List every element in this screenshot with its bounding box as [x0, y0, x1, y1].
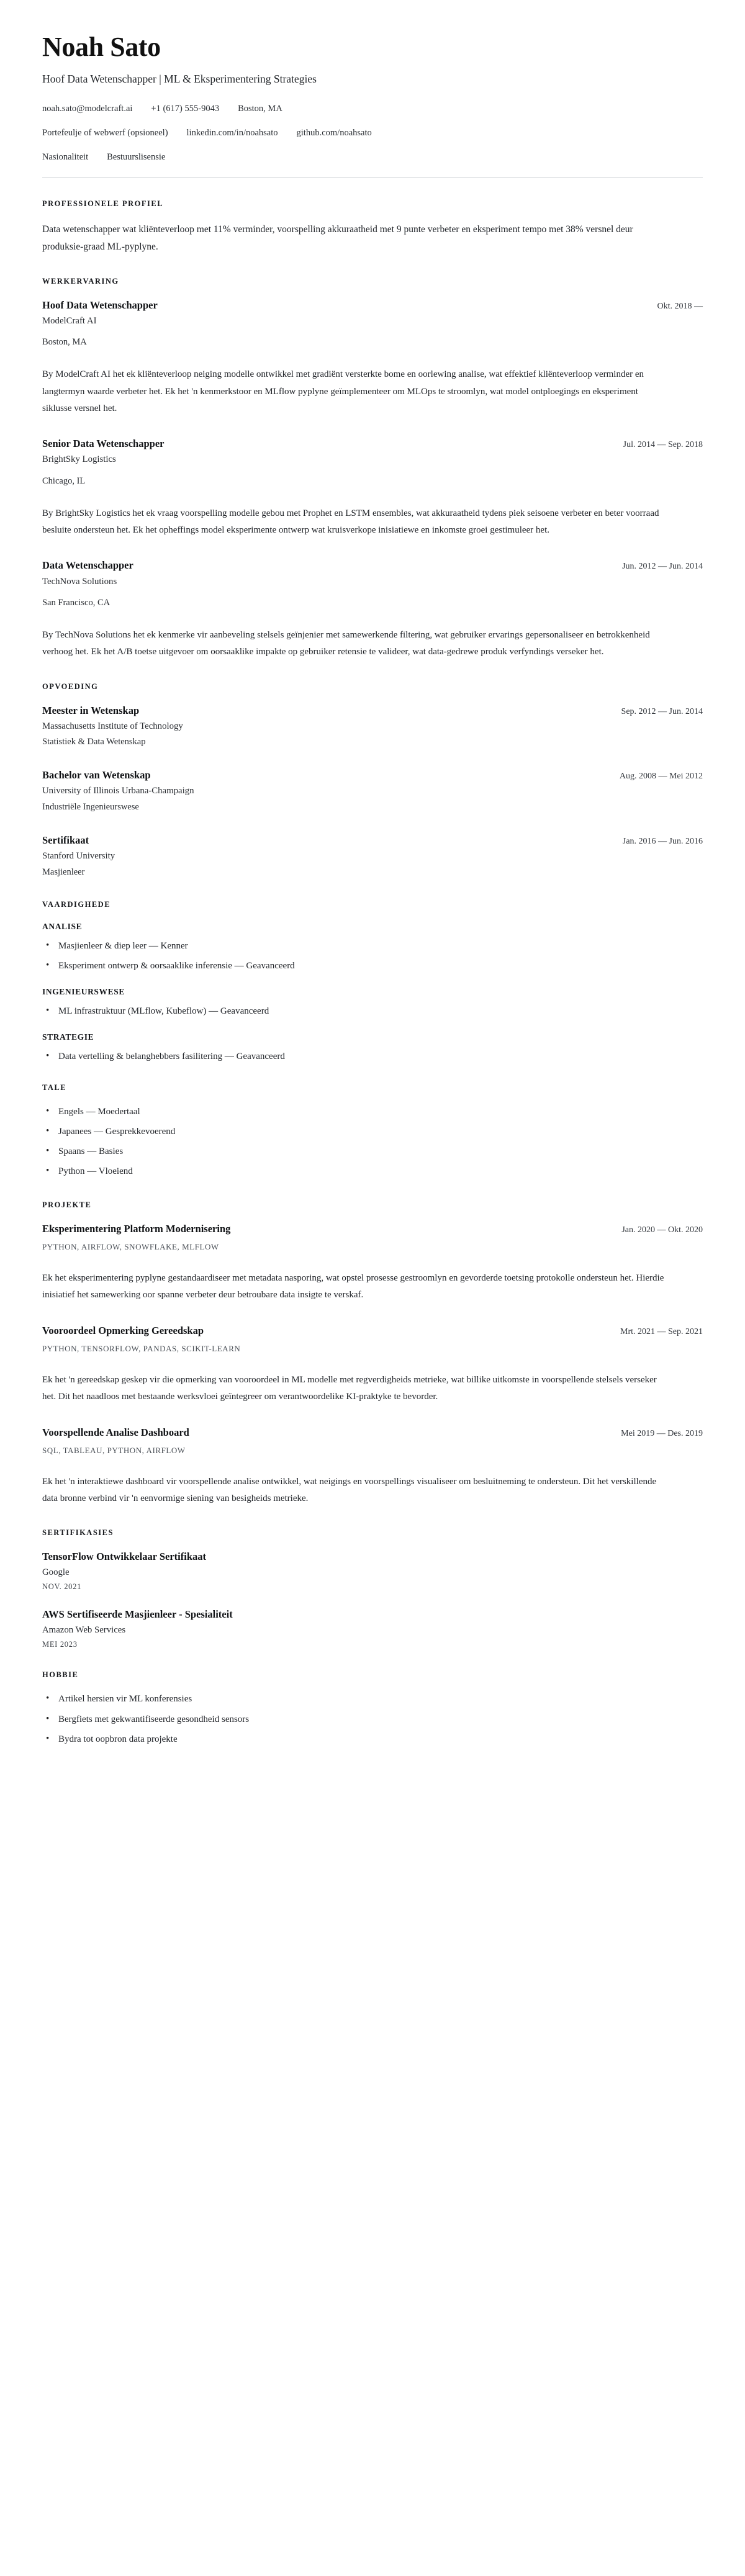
experience-entry-head: [42, 299, 703, 312]
job-date-range: Okt. 2018 —: [657, 301, 703, 311]
candidate-headline: Hoof Data Wetenschapper | ML & Eksperimentering Strategies: [42, 72, 317, 85]
project-entry-head: [42, 1426, 703, 1439]
project-entry-head: [42, 1222, 703, 1236]
education-date-range: Aug. 2008 — Mei 2012: [619, 772, 703, 781]
project-entry-head: [42, 1324, 703, 1338]
education-degree: Bachelor van Wetenskap: [42, 769, 151, 781]
project-date-range: Mrt. 2021 — Sep. 2021: [620, 1326, 703, 1336]
skill-item: • Masjienleer & diep leer — Kenner: [58, 939, 703, 953]
section-title-languages: TALE: [42, 1083, 67, 1092]
job-description: By ModelCraft AI het ek kliënteverloop neiging modelle ontwikkel met gradiënt versterkte bome en oorlewing analise, wat effektief kliënteverloop verminder en langtermyn waarde verbeter het. Ek het 'n kenmerkstoor en MLflow pyplyne geïmplementeer om MLOps te stroomlyn, wat model ontploegings en eksperiment siklusse versnel het.: [42, 369, 644, 413]
education-entry: [42, 704, 703, 749]
project-tech-stack: PYTHON, TENSORFLOW, PANDAS, SCIKIT-LEARN: [42, 1343, 241, 1353]
section-education: [42, 682, 703, 879]
education-entry-head: [42, 768, 703, 782]
education-field: Industriële Ingenieurswese: [42, 801, 139, 812]
education-degree: Meester in Wetenskap: [42, 704, 140, 716]
certification-entry: [42, 1550, 703, 1592]
section-title-skills: VAARDIGHEDE: [42, 899, 111, 909]
certification-title: AWS Sertifiseerde Masjienleer - Spesialiteit: [42, 1608, 233, 1621]
education-date-range: Jan. 2016 — Jun. 2016: [622, 836, 703, 846]
profile-summary-text: Data wetenschapper wat kliënteverloop met 11% verminder, voorspelling akkuraatheid met 9 punte verbeter en eksperiment tempo met 38% versnel deur produksie-graad ML-pyplyne.: [42, 224, 633, 252]
language-item: • Python — Vloeiend: [58, 1164, 703, 1179]
hobby-list: [42, 1692, 703, 1747]
education-entry-head: [42, 704, 703, 718]
contact-location: Boston, MA: [238, 104, 282, 114]
job-description: By TechNova Solutions het ek kenmerke vir aanbeveling stelsels geïnjenier met samewerkende filtering, wat gebruiker ervarings gepersonaliseer en betrokkenheid verhoog het. Ek het A/B toetse uitgevoer om oorsaaklike impakte op gebruiker retensie te valideer, wat data-gedrewe produk verfyndings verseker het.: [42, 630, 650, 657]
education-field: Statistiek & Data Wetenskap: [42, 737, 146, 747]
contact-row-extra: [42, 151, 703, 164]
skill-group: [42, 922, 703, 974]
section-title-certifications: SERTIFIKASIES: [42, 1528, 114, 1538]
hobby-item: • Bergfiets met gekwantifiseerde gesondheid sensors: [58, 1713, 703, 1727]
skill-item: • Data vertelling & belanghebbers fasilitering — Geavanceerd: [58, 1050, 703, 1064]
experience-entry-head: [42, 559, 703, 572]
project-title: Eksperimentering Platform Modernisering: [42, 1222, 231, 1235]
contact-nationality: Nasionaliteit: [42, 151, 89, 162]
skill-group-title: STRATEGIE: [42, 1032, 94, 1042]
job-title: Senior Data Wetenschapper: [42, 438, 165, 450]
contact-row-links: [42, 127, 703, 140]
language-item: • Japanees — Gesprekkevoerend: [58, 1125, 703, 1139]
language-item: • Spaans — Basies: [58, 1145, 703, 1159]
project-description: Ek het eksperimentering pyplyne gestandaardiseer met metadata nasporing, wat opstel prosesse gestroomlyn en gevorderde toetsing protokolle ondersteun het. Hierdie inisiatief het samewerking oor spanne verbeter deur betroubare data insigte te verskaf.: [42, 1272, 664, 1300]
education-entry-head: [42, 834, 703, 847]
education-school: Stanford University: [42, 851, 115, 862]
skill-group-title: ANALISE: [42, 921, 83, 931]
job-title: Data Wetenschapper: [42, 559, 133, 572]
section-title-education: OPVOEDING: [42, 682, 99, 691]
project-title: Vooroordeel Opmerking Gereedskap: [42, 1324, 204, 1336]
project-title: Voorspellende Analise Dashboard: [42, 1426, 189, 1438]
certification-title: TensorFlow Ontwikkelaar Sertifikaat: [42, 1551, 207, 1563]
experience-entry-head: [42, 437, 703, 451]
job-company: TechNova Solutions: [42, 576, 117, 587]
contact-github[interactable]: github.com/noahsato: [296, 127, 372, 138]
skill-list: [42, 939, 703, 974]
resume-header: [42, 32, 703, 178]
experience-entry: [42, 559, 703, 660]
project-tech-stack: PYTHON, AIRFLOW, SNOWFLAKE, MLFLOW: [42, 1241, 219, 1251]
contact-email[interactable]: noah.sato@modelcraft.ai: [42, 104, 133, 114]
hobby-item: • Bydra tot oopbron data projekte: [58, 1732, 703, 1747]
section-certifications: [42, 1528, 703, 1649]
skill-item: • ML infrastruktuur (MLflow, Kubeflow) — Geavanceerd: [58, 1004, 703, 1019]
skill-group: [42, 1032, 703, 1064]
skill-list: [42, 1004, 703, 1019]
contact-drivers-license: Bestuurslisensie: [107, 151, 166, 162]
section-title-experience: WERKERVARING: [42, 276, 119, 286]
project-tech-stack: SQL, TABLEAU, PYTHON, AIRFLOW: [42, 1445, 186, 1455]
project-date-range: Jan. 2020 — Okt. 2020: [621, 1225, 703, 1235]
certification-date: MEI 2023: [42, 1640, 78, 1649]
language-list: [42, 1105, 703, 1179]
job-location: Chicago, IL: [42, 475, 86, 486]
section-profile: [42, 199, 703, 255]
education-school: Massachusetts Institute of Technology: [42, 721, 183, 731]
language-item: • Engels — Moedertaal: [58, 1105, 703, 1119]
section-experience: [42, 277, 703, 661]
project-description: Ek het 'n interaktiewe dashboard vir voorspellende analise ontwikkel, wat neigings en voorspellings visualiseer om besluitneming te ondersteun. Dit het verskillende data bronne verbind vir 'n eenvormige siening van besigheids metrieke.: [42, 1476, 657, 1504]
education-entry: [42, 834, 703, 879]
project-entry: [42, 1324, 703, 1406]
job-description: By BrightSky Logistics het ek vraag voorspelling modelle gebou met Prophet en LSTM ensembles, wat akkuraatheid tydens piek seisoene verbeter en beter voorraad besluite ondersteun het. Ek het opheffings model eksperimente ontwerp wat kruisverkope inisiatiewe en inkomste groei gestimuleer het.: [42, 508, 659, 536]
project-entry: [42, 1426, 703, 1508]
section-title-hobbies: HOBBIE: [42, 1670, 79, 1680]
project-description: Ek het 'n gereedskap geskep vir die opmerking van vooroordeel in ML modelle met regverdigheids metrieke, wat billike uitkomste in voorspellende stelsels verseker het. Dit het naadloos met bestaande werksvloei geïntegreer om verantwoordelike KI-praktyke te bevorder.: [42, 1374, 657, 1402]
skill-group-title: INGENIEURSWESE: [42, 987, 125, 997]
skill-item: • Eksperiment ontwerp & oorsaaklike inferensie — Geavanceerd: [58, 959, 703, 973]
education-entry: [42, 768, 703, 814]
contact-linkedin[interactable]: linkedin.com/in/noahsato: [186, 127, 278, 138]
contact-phone[interactable]: +1 (617) 555-9043: [151, 104, 220, 114]
experience-entry: [42, 299, 703, 418]
education-school: University of Illinois Urbana-Champaign: [42, 786, 194, 796]
hobby-item: • Artikel hersien vir ML konferensies: [58, 1692, 703, 1706]
project-entry: [42, 1222, 703, 1304]
contact-portfolio[interactable]: Portefeulje of webwerf (opsioneel): [42, 127, 168, 138]
education-field: Masjienleer: [42, 867, 85, 877]
job-date-range: Jun. 2012 — Jun. 2014: [622, 562, 703, 572]
certification-entry: [42, 1608, 703, 1649]
section-title-projects: PROJEKTE: [42, 1200, 92, 1209]
job-location: Boston, MA: [42, 337, 87, 348]
section-hobbies: [42, 1670, 703, 1747]
job-company: ModelCraft AI: [42, 315, 97, 326]
job-title: Hoof Data Wetenschapper: [42, 299, 158, 311]
certification-issuer: Google: [42, 1567, 70, 1577]
job-location: San Francisco, CA: [42, 597, 111, 608]
experience-entry: [42, 437, 703, 539]
section-languages: [42, 1083, 703, 1179]
section-title-profile: PROFESSIONELE PROFIEL: [42, 199, 164, 209]
contact-row-primary: [42, 102, 703, 116]
certification-issuer: Amazon Web Services: [42, 1624, 126, 1635]
skill-group: [42, 987, 703, 1019]
section-projects: [42, 1200, 703, 1508]
project-date-range: Mei 2019 — Des. 2019: [621, 1428, 703, 1438]
education-degree: Sertifikaat: [42, 834, 89, 846]
candidate-name: Noah Sato: [42, 32, 161, 62]
job-company: BrightSky Logistics: [42, 454, 116, 465]
section-skills: [42, 900, 703, 1065]
education-date-range: Sep. 2012 — Jun. 2014: [621, 706, 703, 716]
certification-date: NOV. 2021: [42, 1582, 82, 1592]
job-date-range: Jul. 2014 — Sep. 2018: [623, 440, 703, 450]
skill-list: [42, 1050, 703, 1064]
